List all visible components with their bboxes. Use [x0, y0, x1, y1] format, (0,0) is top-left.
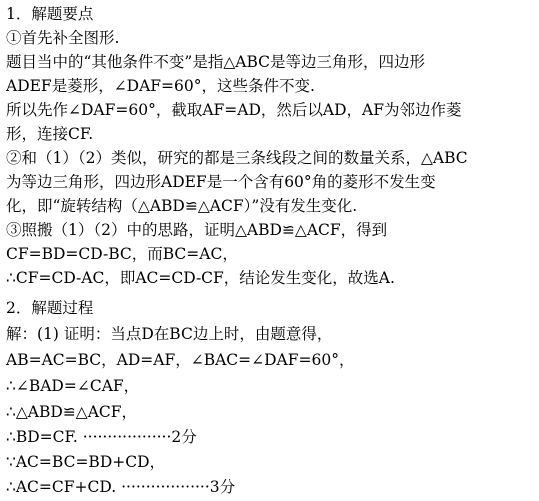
- text-line: 解：(1) 证明：当点D在BC边上时，由题意得，: [6, 325, 333, 343]
- text-line: ∴∠BAD=∠CAF，: [6, 377, 140, 395]
- text-line: ∴BD=CF. ··················2分: [6, 428, 197, 446]
- text-line: ADEF是菱形，∠DAF=60°，这些条件不变.: [6, 77, 315, 95]
- section-heading-key-points: 1．解题要点: [6, 5, 94, 23]
- text-line: ①首先补全图形.: [6, 29, 120, 47]
- text-line: 所以先作∠DAF=60°，截取AF=AD，然后以AD，AF为邻边作菱: [6, 101, 462, 119]
- text-line: AB=AC=BC，AD=AF，∠BAC=∠DAF=60°，: [6, 351, 355, 369]
- text-line: ②和（1）（2）类似，研究的都是三条线段之间的数量关系，△ABC: [6, 149, 468, 167]
- text-line: 形，连接CF.: [6, 125, 94, 143]
- text-line: 化，即“旋转结构（△ABD≌△ACF）”没有发生变化.: [6, 197, 358, 215]
- text-line: ∴△ABD≌△ACF，: [6, 403, 138, 421]
- text-line: ∵AC=BC=BD+CD，: [6, 453, 166, 471]
- text-line: ③照搬（1）（2）中的思路，证明△ABD≌△ACF，得到: [6, 221, 388, 239]
- text-line: CF=BD=CD-BC，而BC=AC，: [6, 245, 238, 263]
- text-line: ∴AC=CF+CD. ··················3分: [6, 478, 236, 496]
- section-heading-process: 2．解题过程: [6, 299, 94, 317]
- text-line: 为等边三角形，四边形ADEF是一个含有60°角的菱形不发生变: [6, 173, 436, 191]
- text-line: 题目当中的“其他条件不变”是指△ABC是等边三角形，四边形: [6, 53, 426, 71]
- text-line: ∴CF=CD-AC，即AC=CD-CF，结论发生变化，故选A.: [6, 269, 395, 287]
